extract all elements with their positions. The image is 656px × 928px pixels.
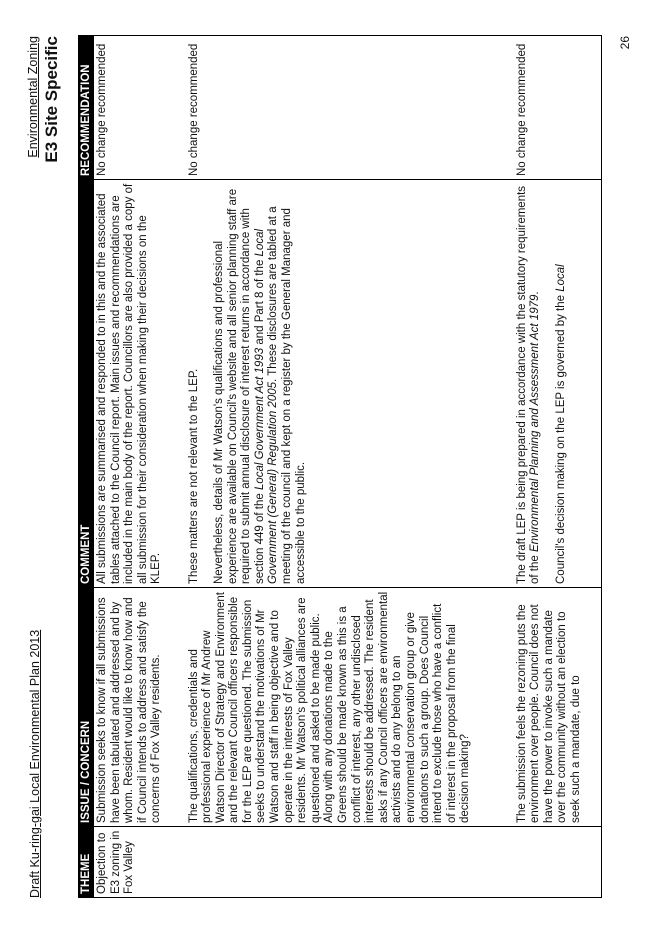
document-title: Draft Ku-ring-gai Local Environmental Plan 2013 (28, 629, 42, 898)
table-row (186, 36, 514, 898)
table-header-row (79, 36, 94, 898)
comment-paragraph: The draft LEP is being prepared in accordance with the statutory requirements of the Environmental Planning and Assessment Act 1979. (515, 185, 542, 584)
recommendation-cell: No change recommended (94, 36, 186, 180)
zoning-title: Environmental Zoning (26, 36, 40, 158)
table-row (514, 36, 602, 898)
comment-paragraph: Council's decision making on the LEP is governed by the Local (554, 264, 567, 584)
comment-paragraph: These matters are not relevant to the LEP. (187, 368, 200, 584)
issue-cell: The submission feels the rezoning puts the environment over people. Council does not have the power to invoke such a mandate over the community without an election to seek such a mandate, due to (514, 588, 602, 827)
recommendation-cell: No change recommended (186, 36, 514, 180)
issue-cell: Submission seeks to know if all submissions have been tabulated and addressed and by whom. Resident would like to know how and if Council intends to address and satisfy the concerns of Fox Valley residents. (94, 588, 186, 827)
theme-cell (186, 827, 514, 898)
recommendation-cell: No change recommended (514, 36, 602, 180)
issue-cell: The qualifications, credentials and professional experience of Mr Andrew Watson Director of Strategy and Environment and the relevant Council officers responsible for the LEP are questioned. The submission seeks to understand the motivations of Mr Watson and staff in being objective and to operate in the interests of Fox Valley residents. Mr Watson's political alliances are questioned and asked to be made public. Along with any donations made to the Greens should be made known as this is a conflict of interest, any other undisclosed interests should be addressed. The resident asks if any Council officers are environmental activists and do any belong to an environmental conservation group or give donations to such a group. Does Council intend to exclude those who have a conflict of interest in the proposal from the final decision making? (186, 588, 514, 827)
comment-cell (514, 180, 602, 588)
column-header-theme: THEME (79, 827, 94, 898)
column-header-issue: ISSUE / CONCERN (79, 588, 94, 827)
submissions-table (78, 35, 602, 898)
comment-cell (186, 180, 514, 588)
comment-cell: All submissions are summarised and responded to in this and the associated tables attached to the Council report. Main issues and recommendations are included in the main body of the report. Councillors are also provided a copy of all submission for their consideration when making their decisions on the KLEP. (94, 180, 186, 588)
column-header-recommendation: RECOMMENDATION (79, 36, 94, 180)
column-header-comment: COMMENT (79, 180, 94, 588)
theme-cell: Objection to E3 zoning in Fox Valley (94, 827, 186, 898)
section-title: E3 Site Specific (42, 36, 61, 163)
comment-paragraph: Nevertheless, details of Mr Watson's qualifications and professional experience are available on Council's website and all senior planning staff are required to submit annual disclosure of interest returns in accordance with section 449 of the Local Government Act 1993 and Part 8 of the Local Government (General) Regulation 2005. These disclosures are tabled at a meeting of the council and kept on a register by the General Manager and accessible to the public. (213, 188, 307, 584)
page-number: 26 (618, 36, 632, 50)
section-header (26, 36, 62, 163)
theme-cell (514, 827, 602, 898)
table-row (94, 36, 186, 898)
